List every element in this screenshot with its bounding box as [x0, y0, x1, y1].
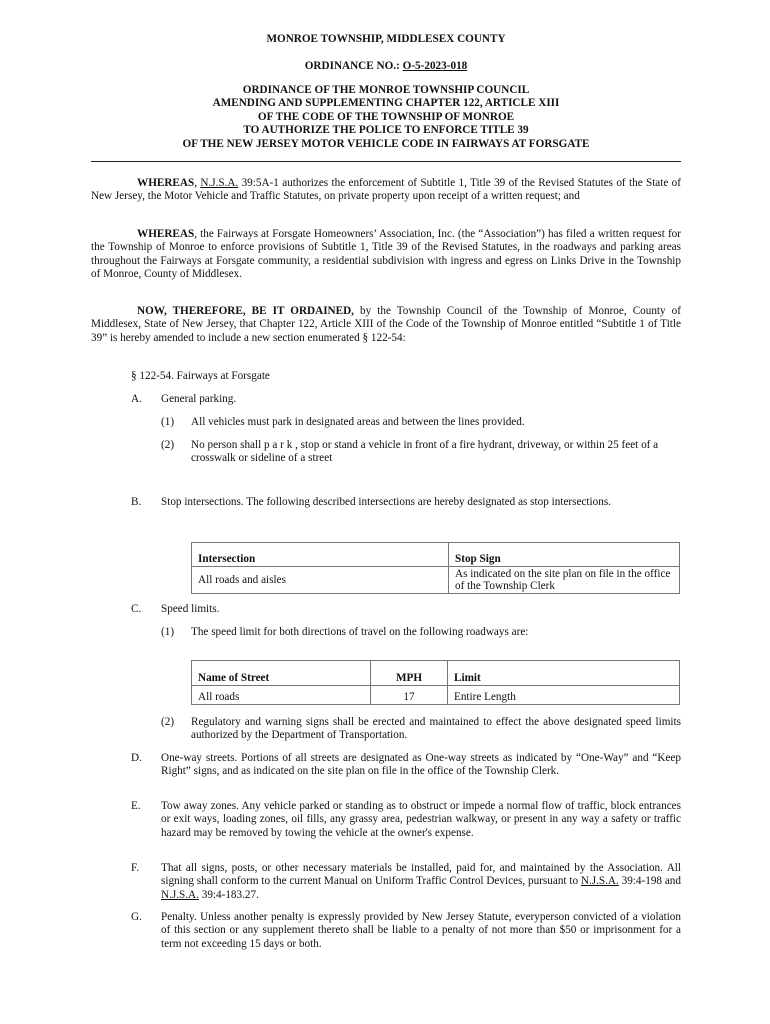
- section-f-text-a: That all signs, posts, or other necessary materials be installed, paid for, and maintained by the Association. All signing shall conform to the current Manual on Uniform Traffic Control Devices, pursuant to: [161, 862, 681, 888]
- njsa-citation: N.J.S.A.: [200, 177, 239, 189]
- table-header-cell: Limit: [448, 661, 680, 686]
- ordinance-prefix: ORDINANCE NO.:: [304, 60, 403, 72]
- ordained-lead: NOW, THEREFORE, BE IT ORDAINED,: [137, 305, 354, 317]
- section-e-text: Tow away zones. Any vehicle parked or standing as to obstruct or impede a normal flow of traffic, block entrances or exit ways, loading zones, oil fills, any grassy area, pedestrian walkway, or present in any way a safety or traffic hazard may be removed by towing the vehicle at the owner's expense.: [161, 800, 681, 839]
- stop-intersection-table: [191, 542, 680, 594]
- ordinance-number-value: O-5-2023-018: [402, 60, 468, 72]
- table-cell: As indicated on the site plan on file in the office of the Township Clerk: [449, 567, 680, 594]
- whereas-paragraph-2: [91, 228, 681, 282]
- section-f-text-b: 39:4-198 and: [618, 875, 681, 888]
- section-a-item-text: No person shall p a r k , stop or stand a vehicle in front of a fire hydrant, driveway, or within 25 feet of a crosswalk or sideline of a street: [191, 439, 659, 465]
- table-header-cell: Intersection: [192, 543, 449, 567]
- section-d-letter: D.: [131, 752, 142, 764]
- section-c-title: Speed limits.: [161, 603, 220, 615]
- section-f-text-c: 39:4-183.27.: [198, 888, 259, 901]
- whereas-lead: WHEREAS: [137, 177, 195, 189]
- table-header-cell: Stop Sign: [449, 543, 680, 567]
- section-c-item-num: (1): [161, 626, 175, 638]
- section-a-letter: A.: [131, 393, 142, 405]
- whereas-text: , the Fairways at Forsgate Homeowners’ Association, Inc. (the “Association”) has filed a written request for the Township of Monroe to enforce provisions of Subtitle 1, Title 39 of the Revised Statutes, in the roadways and parking areas throughout the Fairways at Forsgate community, a residential subdivision with ingress and egress on Links Drive in the Township of Monroe, County of Middlesex.: [91, 228, 681, 281]
- whereas-text: 39:5A-1 authorizes the enforcement of Subtitle 1, Title 39 of the Revised Statutes of the State of New Jersey, the Motor Vehicle and Traffic Statutes, on private property upon receipt of a written request; and: [91, 177, 681, 203]
- section-c-item-text: The speed limit for both directions of travel on the following roadways are:: [191, 626, 529, 638]
- speed-limit-table: [191, 660, 680, 705]
- table-cell: All roads: [192, 686, 371, 705]
- section-c-letter: C.: [131, 603, 142, 615]
- table-row: [192, 686, 680, 705]
- section-g-text: Penalty. Unless another penalty is expressly provided by New Jersey Statute, everyperson convicted of a violation of this section or any supplement thereto shall be liable to a penalty of not more than $50 or imprisonment for a term not exceeding 15 days or both.: [161, 911, 681, 950]
- section-c-item-num: (2): [161, 716, 175, 728]
- section-e-letter: E.: [131, 800, 141, 812]
- section-a-item-text: All vehicles must park in designated areas and between the lines provided.: [191, 416, 525, 428]
- table-cell: All roads and aisles: [192, 567, 449, 594]
- section-f-text: [161, 862, 681, 902]
- ordained-paragraph: [91, 305, 681, 345]
- ordinance-title: [91, 84, 681, 151]
- whereas-lead: WHEREAS: [137, 228, 195, 240]
- title-line: TO AUTHORIZE THE POLICE TO ENFORCE TITLE 39: [243, 124, 529, 137]
- table-header-cell: MPH: [371, 661, 448, 686]
- section-c-item-text: Regulatory and warning signs shall be erected and maintained to effect the above designated speed limits authorized by the Department of Transportation.: [191, 716, 681, 742]
- title-line: OF THE NEW JERSEY MOTOR VEHICLE CODE IN FAIRWAYS AT FORSGATE: [182, 137, 590, 150]
- njsa-citation: N.J.S.A.: [161, 888, 199, 901]
- section-d-text: One-way streets. Portions of all streets are designated as One-way streets as indicated by “One-Way” and “Keep Right” signs, and as indicated on the site plan on file in the office of the Township Clerk.: [161, 752, 681, 778]
- title-line: ORDINANCE OF THE MONROE TOWNSHIP COUNCIL: [242, 84, 530, 96]
- section-a-item-num: (1): [161, 416, 175, 428]
- section-b-letter: B.: [131, 496, 142, 508]
- header-divider: [91, 161, 681, 162]
- ordained-text: by the Township Council of the Township of Monroe, County of Middlesex, State of New Jersey, that Chapter 122, Article XIII of the Code of the Township of Monroe entitled “Subtitle 1 of Title 39” is hereby amended to include a new section enumerated § 122-54:: [91, 305, 681, 344]
- section-a-title: General parking.: [161, 393, 237, 405]
- section-g-letter: G.: [131, 911, 142, 923]
- title-line: OF THE CODE OF THE TOWNSHIP OF MONROE: [257, 110, 515, 123]
- table-header-row: [192, 661, 680, 686]
- section-a-item-num: (2): [161, 439, 175, 451]
- section-heading: § 122-54. Fairways at Forsgate: [131, 370, 270, 382]
- table-cell: 17: [371, 686, 448, 705]
- table-row: [192, 567, 680, 594]
- title-line: AMENDING AND SUPPLEMENTING CHAPTER 122, ARTICLE XIII: [212, 97, 560, 110]
- township-title: MONROE TOWNSHIP, MIDDLESEX COUNTY: [266, 33, 506, 45]
- section-b-text: Stop intersections. The following described intersections are hereby designated as stop intersections.: [161, 496, 611, 508]
- whereas-paragraph-1: WHEREAS, N.J.S.A. 39:5A-1 authorizes the enforcement of Subtitle 1, Title 39 of the Revised Statutes of the State of New Jersey, the Motor Vehicle and Traffic Statutes, on private property upon receipt of a written request; and: [91, 177, 681, 203]
- table-header-row: [192, 543, 680, 567]
- table-cell: Entire Length: [448, 686, 680, 705]
- section-f-letter: F.: [131, 862, 140, 874]
- table-header-cell: Name of Street: [192, 661, 371, 686]
- ordinance-number: [91, 60, 681, 73]
- njsa-citation: N.J.S.A.: [580, 875, 619, 888]
